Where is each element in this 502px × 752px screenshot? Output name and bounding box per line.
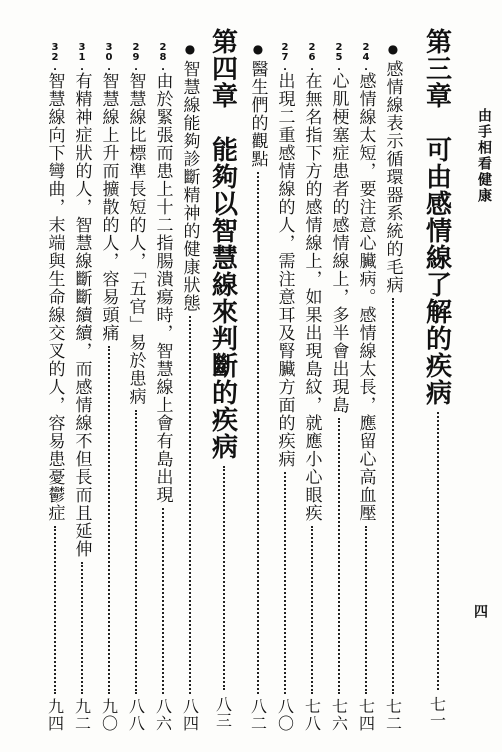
bullet-icon: ● xyxy=(183,42,197,56)
toc-entry[interactable] xyxy=(245,42,271,732)
entry-page: 八四 xyxy=(180,698,200,732)
entry-leader xyxy=(338,418,340,694)
chapter4-title: 第四章 能夠以智慧線來判斷的疾病 xyxy=(207,28,238,460)
entry-page: 七八 xyxy=(302,698,322,732)
entry-text: 出現二重感情線的人，需注意耳及腎臟方面的疾病 xyxy=(274,72,295,468)
entry-leader xyxy=(392,298,394,694)
toc-entry[interactable] xyxy=(150,42,176,732)
entry-page: 九二 xyxy=(72,698,92,732)
entry-text: 由於緊張而患上十二指腸潰瘍時，智慧線上會有島出現 xyxy=(152,72,173,504)
toc-entry[interactable] xyxy=(42,42,68,732)
toc-entry[interactable] xyxy=(299,42,325,732)
chapter4-page: 八三 xyxy=(213,696,233,728)
entry-page: 七六 xyxy=(329,698,349,732)
page-number: 四 xyxy=(472,604,488,618)
entry-number: 31. xyxy=(76,42,88,72)
entry-page: 八〇 xyxy=(275,698,295,732)
entry-leader xyxy=(284,472,286,694)
entry-page: 七二 xyxy=(383,698,403,732)
entry-number: 24. xyxy=(360,42,372,72)
entry-page: 七四 xyxy=(356,698,376,732)
entry-leader xyxy=(135,410,137,695)
entry-text: 在無名指下方的感情線上，如果出現島紋，就應小心眼疾 xyxy=(301,72,322,522)
entry-text: 醫生們的觀點 xyxy=(247,60,268,168)
entry-text: 心肌梗塞症患者的感情線上，多半會出現島 xyxy=(328,72,349,414)
toc-entry[interactable] xyxy=(96,42,122,732)
entry-text: 智慧線上升而擴散的人，容易頭痛 xyxy=(98,72,119,342)
entry-leader xyxy=(162,508,164,694)
entry-leader xyxy=(257,172,259,694)
entry-number: 30. xyxy=(103,42,115,72)
entry-number: 29. xyxy=(130,42,142,72)
chapter4-leader xyxy=(221,466,225,690)
entry-page: 八六 xyxy=(153,698,173,732)
toc-entry[interactable] xyxy=(326,42,352,732)
toc-entry[interactable] xyxy=(177,42,203,732)
toc-entry[interactable] xyxy=(272,42,298,732)
entry-leader xyxy=(108,346,110,694)
entry-page: 八八 xyxy=(126,698,146,732)
toc-entry[interactable] xyxy=(69,42,95,732)
toc-entry[interactable] xyxy=(380,42,406,732)
chapter3-title: 第三章 可由感情線了解的疾病 xyxy=(421,28,452,406)
entry-leader xyxy=(365,526,367,694)
entry-text: 有精神症狀的人，智慧線斷斷續續，而感情線不但長而且延伸 xyxy=(71,72,92,558)
entry-leader xyxy=(189,316,191,694)
entry-text: 智慧線向下彎曲，末端與生命線交叉的人，容易患憂鬱症 xyxy=(44,72,65,522)
entry-number: 25. xyxy=(333,42,345,72)
entry-text: 智慧線比標準長短的人，「五官」易於患病 xyxy=(125,72,146,406)
entry-number: 32. xyxy=(49,42,61,72)
chapter3-heading xyxy=(420,28,454,728)
entry-text: 感情線表示循環器系統的毛病 xyxy=(382,60,403,294)
chapter4-heading xyxy=(206,28,240,728)
chapter3-leader xyxy=(435,412,439,690)
entry-page: 九〇 xyxy=(99,698,119,732)
entry-text: 智慧線能夠診斷精神的健康狀態 xyxy=(179,60,200,312)
entry-text: 感情線太短，要注意心臟病。感情線太長，應留心高血壓 xyxy=(355,72,376,522)
entry-leader xyxy=(311,526,313,694)
chapter3-page: 七一 xyxy=(427,696,447,728)
entry-page: 八二 xyxy=(248,698,268,732)
bullet-icon: ● xyxy=(251,42,265,56)
toc-entry[interactable] xyxy=(123,42,149,732)
entry-number: 28. xyxy=(157,42,169,72)
entry-number: 26. xyxy=(306,42,318,72)
running-head: 由手相看健康 xyxy=(476,108,492,204)
entry-number: 27. xyxy=(279,42,291,72)
entry-leader xyxy=(81,562,83,694)
toc-entry[interactable] xyxy=(353,42,379,732)
bullet-icon: ● xyxy=(386,42,400,56)
entry-leader xyxy=(54,526,56,694)
entry-page: 九四 xyxy=(45,698,65,732)
